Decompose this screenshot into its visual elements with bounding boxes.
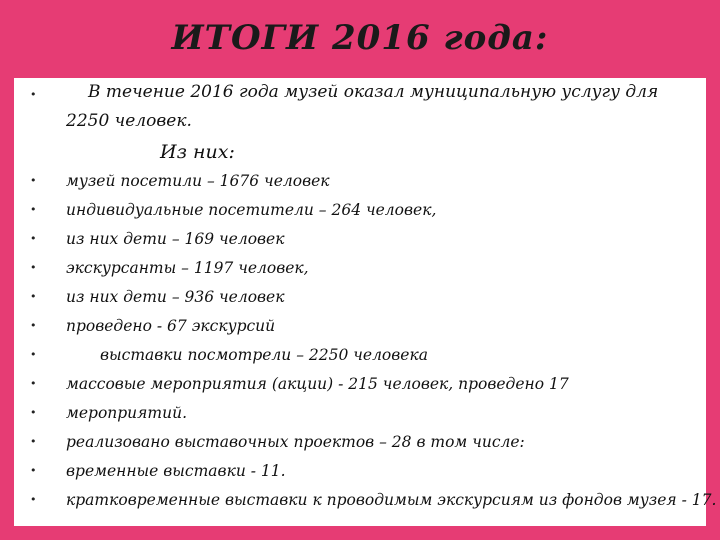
list-item-text: проведено - 67 экскурсий [66, 317, 276, 335]
list-item [0, 226, 720, 252]
list-item [0, 371, 720, 397]
list-item [0, 313, 720, 339]
list-item-text: экскурсанты – 1197 человек, [66, 259, 309, 277]
bullet-icon: • [30, 377, 37, 390]
bullet-icon: • [30, 232, 37, 245]
intro-line-2: 2250 человек. [66, 111, 192, 131]
list-item [0, 487, 720, 513]
slide-title: ИТОГИ 2016 года: [171, 18, 549, 58]
intro-line-1: В течение 2016 года музей оказал муниципальную услугу для [88, 82, 659, 102]
bullet-icon: • [30, 319, 37, 332]
list-item [0, 197, 720, 223]
list-item-text: мероприятий. [66, 404, 188, 422]
list-item [0, 168, 720, 194]
list-item [0, 255, 720, 281]
bullet-icon: • [30, 290, 37, 303]
list-item-text: реализовано выставочных проектов – 28 в том числе: [66, 433, 525, 451]
list-item [0, 400, 720, 426]
bullet-icon: • [30, 464, 37, 477]
list-item-text: индивидуальные посетители – 264 человек, [66, 201, 437, 219]
list-item [0, 284, 720, 310]
list-item-text: временные выставки - 11. [66, 462, 286, 480]
list-item-text: из них дети – 169 человек [66, 230, 285, 248]
bullet-icon: • [30, 203, 37, 216]
list-item-text: музей посетили – 1676 человек [66, 172, 330, 190]
bullet-icon: • [30, 435, 37, 448]
bullet-icon: • [30, 348, 37, 361]
list-item-text: кратковременные выставки к проводимым экскурсиям из фондов музея - 17. [66, 491, 717, 509]
subheading: Из них: [160, 141, 235, 163]
list-item [0, 342, 720, 368]
bullet-icon: • [30, 88, 37, 101]
list-item-text: из них дети – 936 человек [66, 288, 285, 306]
bullet-icon: • [30, 493, 37, 506]
list-item [0, 458, 720, 484]
bullet-icon: • [30, 174, 37, 187]
list-item [0, 429, 720, 455]
list-item-text: массовые мероприятия (акции) - 215 человек, проведено 17 [66, 375, 569, 393]
bullet-icon: • [30, 406, 37, 419]
bullet-icon: • [30, 261, 37, 274]
list-item-text: выставки посмотрели – 2250 человека [100, 346, 428, 364]
